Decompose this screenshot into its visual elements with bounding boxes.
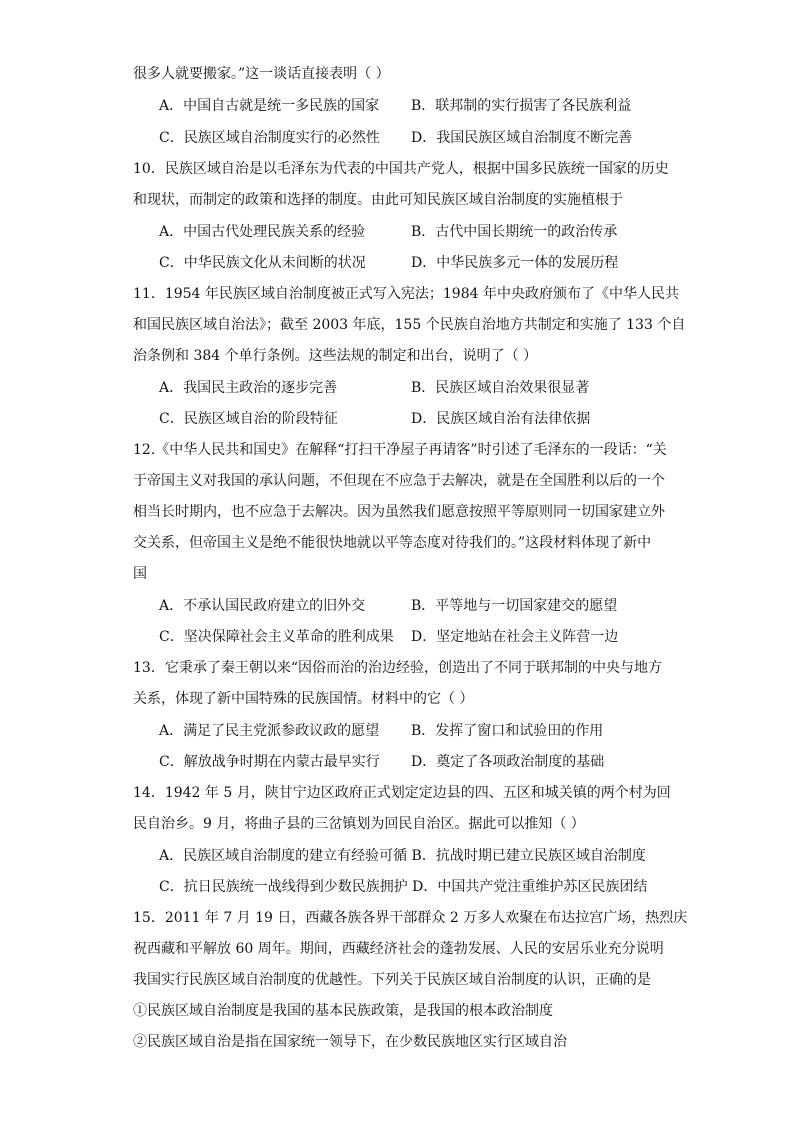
q13-option-b: B．发挥了窗口和试验田的作用	[411, 723, 604, 739]
q15-statement-1: ①民族区域自治制度是我国的基本民族政策，是我国的根本政治制度	[133, 1003, 553, 1019]
q12-option-a: A．不承认国民政府建立的旧外交	[159, 598, 366, 614]
q12-line-1: 12.《中华人民共和国史》在解释“打扫干净屋子再请客”时引述了毛泽东的一段话：“关	[133, 442, 667, 458]
q12-line-4: 交关系，但帝国主义是绝不能很快地就以平等态度对待我们的。”这段材料体现了新中	[133, 535, 652, 551]
q14-options-row-2: C．抗日民族统一战线得到少数民族拥护 D．中国共产党注重维护苏区民族团结	[159, 879, 648, 895]
q12-option-c: C．坚决保障社会主义革命的胜利成果	[159, 629, 394, 645]
q9-option-a: A．中国自古就是统一多民族的国家	[159, 98, 380, 114]
q10-option-d: D．中华民族多元一体的发展历程	[411, 255, 619, 271]
q9-option-b: B．联邦制的实行损害了各民族利益	[411, 98, 632, 114]
q11-option-b: B．民族区域自治效果很显著	[411, 380, 590, 396]
q15-statement-2: ②民族区域自治是指在国家统一领导下，在少数民族地区实行区域自治	[133, 1034, 567, 1050]
q15-line-2: 祝西藏和平解放 60 周年。期间，西藏经济社会的蓬勃发展、人民的安居乐业充分说明	[133, 941, 664, 957]
q12-line-2: 于帝国主义对我国的承认问题，不但现在不应急于去解决，就是在全国胜利以后的一个	[133, 473, 665, 489]
q9-option-c: C．民族区域自治制度实行的必然性	[159, 130, 380, 146]
q12-option-b: B．平等地与一切国家建交的愿望	[411, 598, 618, 614]
q14-line-2: 民自治乡。9 月，将曲子县的三岔镇划为回民自治区。据此可以推知（ ）	[133, 816, 585, 832]
q14-options-row-1: A．民族区域自治制度的建立有经验可循 B．抗战时期已建立民族区域自治制度	[159, 848, 646, 864]
q11-line-3: 治条例和 384 个单行条例。这些法规的制定和出台，说明了（ ）	[133, 348, 538, 364]
q15-line-3: 我国实行民族区域自治制度的优越性。下列关于民族区域自治制度的认识，正确的是	[133, 972, 651, 988]
q11-line-2: 和国民族区域自治法》；截至 2003 年底，155 个民族自治地方共制定和实施了 133 个自	[133, 317, 686, 333]
q10-option-c: C．中华民族文化从未间断的状况	[159, 255, 366, 271]
q11-option-d: D．民族区域自治有法律依据	[411, 411, 591, 427]
q13-option-c: C．解放战争时期在内蒙古最早实行	[159, 754, 380, 770]
q9-option-d: D．我国民族区域自治制度不断完善	[411, 130, 633, 146]
q11-line-1: 11．1954 年民族区域自治制度被正式写入宪法；1984 年中央政府颁布了《中华人民共	[133, 286, 679, 302]
q13-line-2: 关系，体现了新中国特殊的民族国情。材料中的它（ ）	[133, 691, 474, 707]
q11-option-a: A．我国民主政治的逐步完善	[159, 380, 338, 396]
q14-line-1: 14．1942 年 5 月，陕甘宁边区政府正式划定定边县的四、五区和城关镇的两个村为回	[133, 785, 671, 801]
q12-line-5: 国	[133, 566, 147, 582]
q10-line-2: 和现状，而制定的政策和选择的制度。由此可知民族区域自治制度的实施植根于	[133, 192, 623, 208]
q13-option-d: D．奠定了各项政治制度的基础	[411, 754, 605, 770]
q10-line-1: 10．民族区域自治是以毛泽东为代表的中国共产党人，根据中国多民族统一国家的历史	[133, 161, 669, 177]
q11-option-c: C．民族区域自治的阶段特征	[159, 411, 338, 427]
q15-line-1: 15．2011 年 7 月 19 日，西藏各族各界干部群众 2 万多人欢聚在布达拉宫广场，热烈庆	[133, 910, 688, 926]
q13-line-1: 13．它秉承了秦王朝以来“因俗而治的治边经验，创造出了不同于联邦制的中央与地方	[133, 660, 662, 676]
q9-stem-end: 很多人就要搬家。”这一谈话直接表明（ ）	[133, 66, 390, 82]
q10-option-a: A．中国古代处理民族关系的经验	[159, 224, 366, 240]
q10-option-b: B．古代中国长期统一的政治传承	[411, 224, 618, 240]
q12-line-3: 相当长时期内，也不应急于去解决。因为虽然我们愿意按照平等原则同一切国家建立外	[133, 504, 665, 520]
q13-option-a: A．满足了民主党派参政议政的愿望	[159, 723, 380, 739]
q12-option-d: D．坚定地站在社会主义阵营一边	[411, 629, 619, 645]
